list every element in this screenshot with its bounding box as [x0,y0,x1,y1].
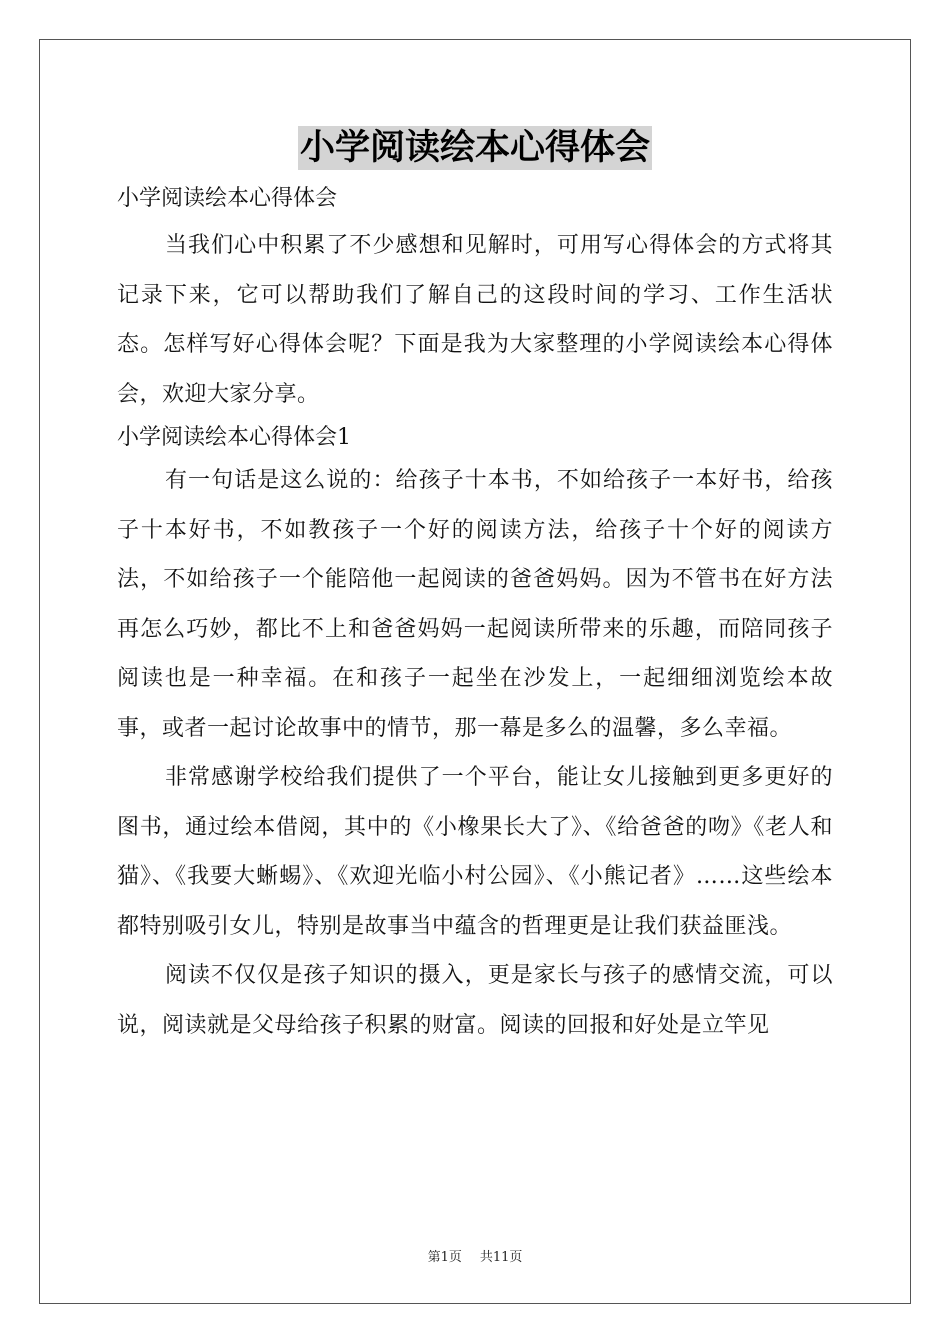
section-heading: 小学阅读绘本心得体会1 [117,425,351,450]
page-total: 共11页 [479,1250,523,1265]
title-container [0,126,950,170]
intro-paragraph: 当我们心中积累了不少感想和见解时，可用写心得体会的方式将其记录下来，它可以帮助我们了解自己的这段时间的学习、工作生活状态。怎样写好心得体会呢？下面是我为大家整理的小学阅读绘本心得体会，欢迎大家分享。 [117,233,833,407]
page-footer [0,1246,950,1265]
body-paragraph-2: 非常感谢学校给我们提供了一个平台，能让女儿接触到更多更好的图书，通过绘本借阅，其中的《小橡果长大了》、《给爸爸的吻》《老人和猫》、《我要大蜥蜴》、《欢迎光临小村公园》、《小熊记者》……这些绘本都特别吸引女儿，特别是故事当中蕴含的哲理更是让我们获益匪浅。 [117,765,833,939]
document-body [117,180,833,1050]
document-title: 小学阅读绘本心得体会 [299,128,650,168]
document-subtitle: 小学阅读绘本心得体会 [117,186,338,211]
body-paragraph-3: 阅读不仅仅是孩子知识的摄入，更是家长与孩子的感情交流，可以说，阅读就是父母给孩子积累的财富。阅读的回报和好处是立竿见 [117,963,833,1038]
page-number: 第1页 [427,1250,462,1265]
body-paragraph-1: 有一句话是这么说的：给孩子十本书，不如给孩子一本好书，给孩子十本好书，不如教孩子一个好的阅读方法，给孩子十个好的阅读方法，不如给孩子一个能陪他一起阅读的爸爸妈妈。因为不管书在好方法再怎么巧妙，都比不上和爸爸妈妈一起阅读所带来的乐趣，而陪同孩子阅读也是一种幸福。在和孩子一起坐在沙发上，一起细细浏览绘本故事，或者一起讨论故事中的情节，那一幕是多么的温馨，多么幸福。 [117,468,833,741]
